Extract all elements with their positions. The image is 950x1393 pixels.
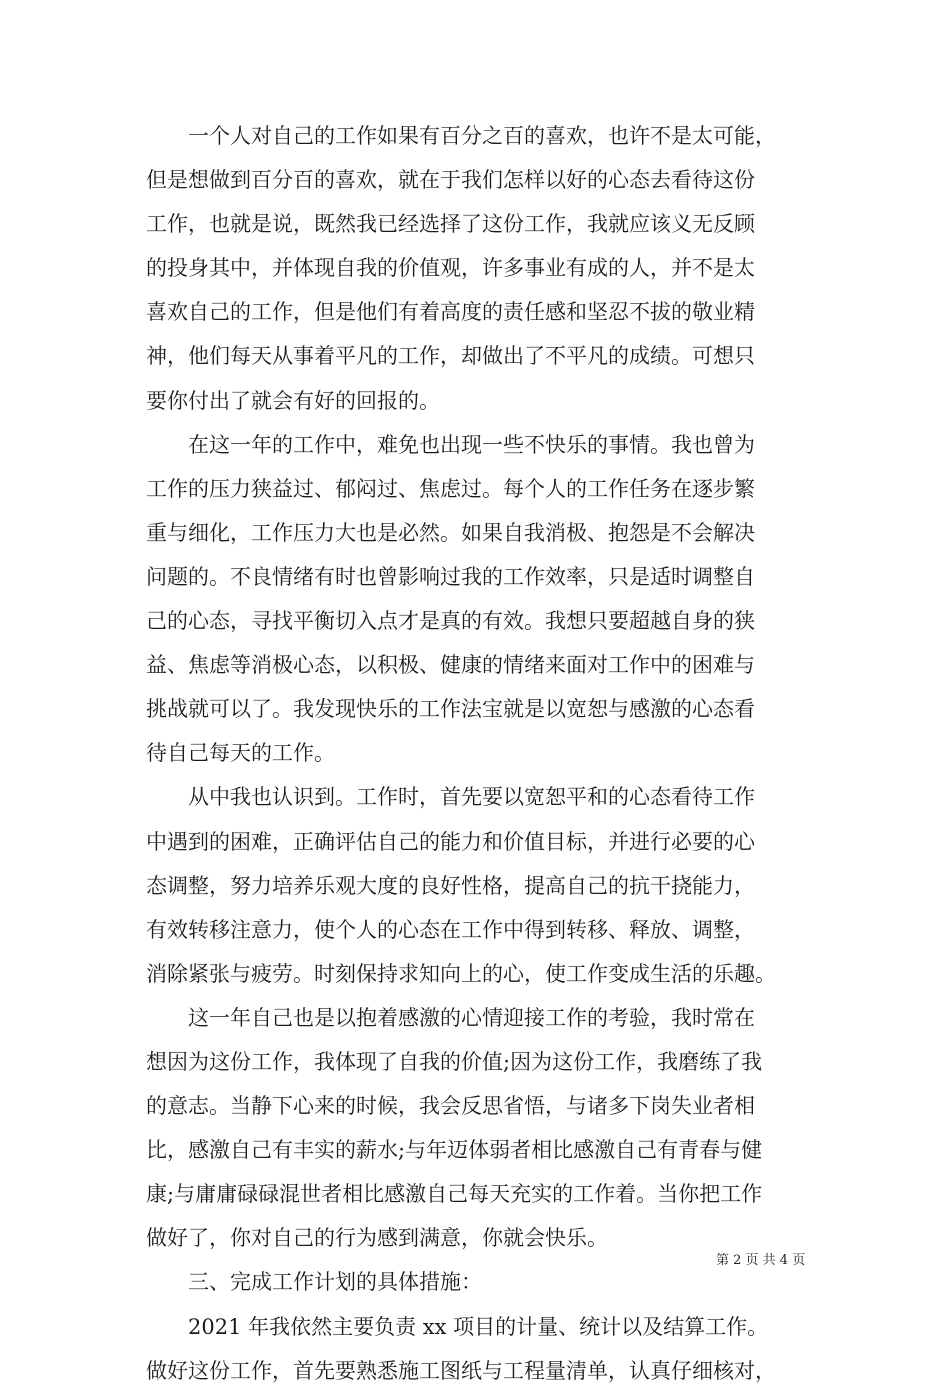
text-line: 的投身其中，并体现自我的价值观，许多事业有成的人，并不是太 (146, 256, 755, 281)
text-line: 重与细化，工作压力大也是必然。如果自我消极、抱怨是不会解决 (146, 520, 755, 545)
text-line: 2021 年我依然主要负责 xx 项目的计量、统计以及结算工作。 (146, 1314, 769, 1339)
text-line: 这一年自己也是以抱着感激的心情迎接工作的考验，我时常在 (146, 1005, 755, 1030)
text-line: 想因为这份工作，我体现了自我的价值;因为这份工作，我磨练了我 (146, 1049, 763, 1074)
text-line: 待自己每天的工作。 (146, 741, 335, 766)
text-line: 比，感激自己有丰实的薪水;与年迈体弱者相比感激自己有青春与健 (146, 1138, 763, 1163)
text-line: 但是想做到百分百的喜欢，就在于我们怎样以好的心态去看待这份 (146, 168, 755, 193)
text-line: 在这一年的工作中，难免也出现一些不快乐的事情。我也曾为 (146, 432, 755, 457)
text-line: 做好这份工作，首先要熟悉施工图纸与工程量清单，认真仔细核对， (146, 1358, 776, 1383)
text-line: 一个人对自己的工作如果有百分之百的喜欢，也许不是太可能， (146, 124, 776, 148)
text-line: 中遇到的困难，正确评估自己的能力和价值目标，并进行必要的心 (146, 829, 755, 854)
text-line: 工作的压力狭益过、郁闷过、焦虑过。每个人的工作任务在逐步繁 (146, 476, 755, 501)
text-line: 挑战就可以了。我发现快乐的工作法宝就是以宽恕与感激的心态看 (146, 697, 755, 722)
page-number: 第 2 页 共 4 页 (716, 1253, 806, 1268)
text-line: 态调整，努力培养乐观大度的良好性格，提高自己的抗干挠能力， (146, 873, 755, 898)
text-line: 要你付出了就会有好的回报的。 (146, 388, 440, 413)
text-line: 消除紧张与疲劳。时刻保持求知向上的心，使工作变成生活的乐趣。 (146, 961, 776, 986)
text-line: 益、焦虑等消极心态，以积极、健康的情绪来面对工作中的困难与 (146, 653, 755, 678)
text-line: 神，他们每天从事着平凡的工作，却做出了不平凡的成绩。可想只 (146, 344, 755, 369)
document-body (146, 114, 826, 1393)
text-line: 问题的。不良情绪有时也曾影响过我的工作效率，只是适时调整自 (146, 564, 755, 589)
text-line: 从中我也认识到。工作时，首先要以宽恕平和的心态看待工作 (146, 785, 755, 810)
text-line: 的意志。当静下心来的时候，我会反思省悟，与诸多下岗失业者相 (146, 1094, 755, 1119)
text-line: 康;与庸庸碌碌混世者相比感激自己每天充实的工作着。当你把工作 (146, 1182, 763, 1207)
text-line: 三、完成工作计划的具体措施： (146, 1270, 482, 1295)
text-line: 有效转移注意力，使个人的心态在工作中得到转移、释放、调整， (146, 917, 755, 942)
text-line: 喜欢自己的工作，但是他们有着高度的责任感和坚忍不拔的敬业精 (146, 300, 755, 325)
text-line: 己的心态，寻找平衡切入点才是真的有效。我想只要超越自身的狭 (146, 609, 755, 634)
text-line: 做好了，你对自己的行为感到满意，你就会快乐。 (146, 1226, 608, 1251)
text-line: 工作，也就是说，既然我已经选择了这份工作，我就应该义无反顾 (146, 212, 755, 237)
